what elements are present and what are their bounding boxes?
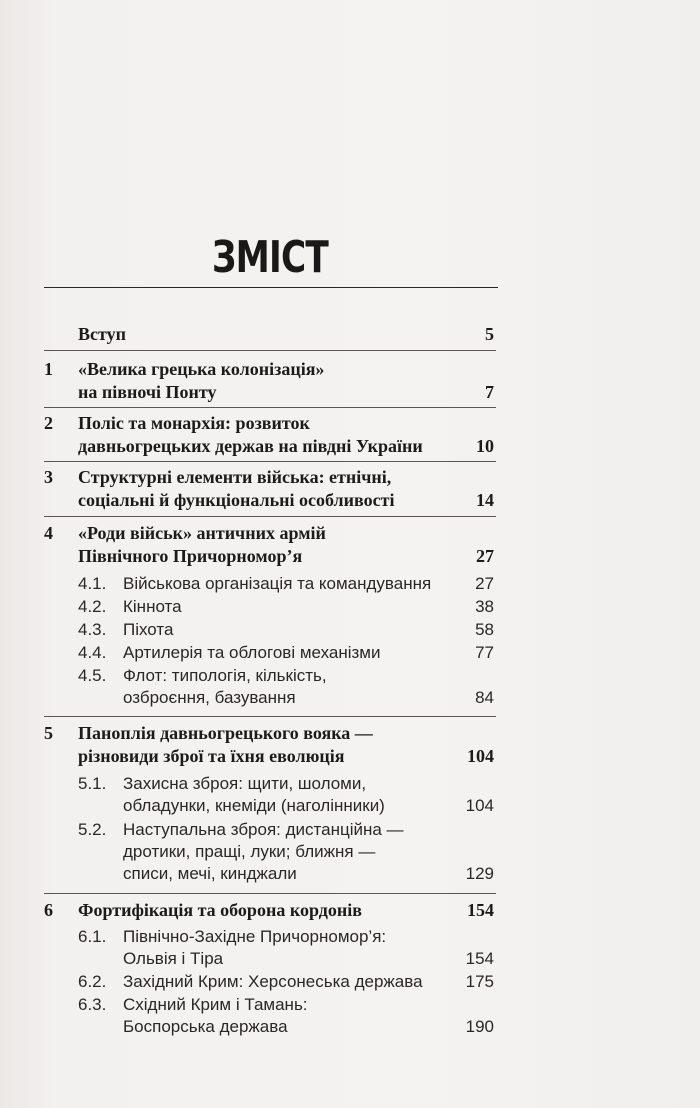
toc-section-4-1-number: 4.1. bbox=[78, 574, 107, 593]
toc-section-5-1-number: 5.1. bbox=[78, 774, 107, 793]
toc-section-6-2-page: 175 bbox=[465, 972, 494, 991]
toc-section-4-4-line1: Артилерія та облогові механізми bbox=[123, 643, 381, 662]
toc-section-5-2-title bbox=[123, 819, 473, 885]
toc-chapter-5-page: 104 bbox=[467, 746, 494, 766]
toc-section-4-2-number: 4.2. bbox=[78, 597, 107, 616]
toc-section-4-2-page: 38 bbox=[475, 597, 494, 616]
toc-section-4-4-number: 4.4. bbox=[78, 643, 107, 662]
toc-chapter-2-title bbox=[78, 412, 458, 458]
toc-section-6-1-line2: Ольвія і Тіра bbox=[123, 949, 224, 968]
toc-section-6-2-number: 6.2. bbox=[78, 972, 107, 991]
separator bbox=[44, 461, 496, 462]
toc-section-4-4-title bbox=[123, 642, 473, 664]
toc-chapter-3-number: 3 bbox=[44, 467, 53, 487]
toc-chapter-4-number: 4 bbox=[44, 523, 53, 543]
toc-chapter-4-line2: Північного Причорномор’я bbox=[78, 546, 303, 566]
separator bbox=[44, 716, 496, 717]
toc-entry-intro-title bbox=[78, 323, 458, 346]
toc-chapter-2-page: 10 bbox=[476, 436, 494, 456]
toc-section-5-2-line1: Наступальна зброя: дистанційна — bbox=[123, 820, 404, 839]
toc-chapter-6-number: 6 bbox=[44, 900, 53, 920]
toc-chapter-5-number: 5 bbox=[44, 723, 53, 743]
toc-section-6-3-number: 6.3. bbox=[78, 995, 107, 1014]
toc-section-4-5-title bbox=[123, 665, 473, 709]
toc-section-6-1-number: 6.1. bbox=[78, 927, 107, 946]
toc-section-4-1-line1: Військова організація та командування bbox=[123, 574, 432, 593]
toc-chapter-3-page: 14 bbox=[476, 490, 494, 510]
toc-chapter-3-line2: соціальні й функціональні особливості bbox=[78, 490, 395, 510]
toc-chapter-2-line1: Поліс та монархія: розвиток bbox=[78, 413, 310, 433]
toc-section-4-5-number: 4.5. bbox=[78, 666, 107, 685]
toc-section-4-3-title bbox=[123, 619, 473, 641]
toc-chapter-1-line2: на півночі Понту bbox=[78, 382, 217, 402]
toc-section-4-3-number: 4.3. bbox=[78, 620, 107, 639]
toc-section-5-1-page: 104 bbox=[465, 796, 494, 815]
toc-section-6-1-title bbox=[123, 926, 473, 970]
toc-section-6-3-title bbox=[123, 994, 473, 1038]
toc-chapter-6-line1: Фортифікація та оборона кордонів bbox=[78, 900, 362, 920]
toc-section-4-4-page: 77 bbox=[475, 643, 494, 662]
toc-chapter-4-title bbox=[78, 522, 458, 568]
toc-section-6-3-line1: Східний Крим і Тамань: bbox=[123, 995, 308, 1014]
separator bbox=[44, 893, 496, 894]
toc-section-5-1-title bbox=[123, 773, 473, 817]
toc-section-6-1-page: 154 bbox=[465, 949, 494, 968]
toc-chapter-6-page: 154 bbox=[467, 900, 494, 920]
toc-chapter-1-title bbox=[78, 358, 458, 404]
toc-section-6-3-page: 190 bbox=[465, 1017, 494, 1036]
toc-section-6-1-line1: Північно-Західне Причорномор’я: bbox=[123, 927, 387, 946]
toc-section-5-1-line1: Захисна зброя: щити, шоломи, bbox=[123, 774, 367, 793]
toc-chapter-3-title bbox=[78, 466, 458, 512]
toc-section-5-1-line2: обладунки, кнеміди (наголінники) bbox=[123, 796, 385, 815]
toc-section-4-5-page: 84 bbox=[475, 688, 494, 707]
toc-chapter-3-line1: Структурні елементи війська: етнічні, bbox=[78, 467, 392, 487]
toc-section-4-1-page: 27 bbox=[475, 574, 494, 593]
separator bbox=[44, 516, 496, 517]
toc-entry-intro-text: Вступ bbox=[78, 324, 126, 344]
toc-chapter-5-title bbox=[78, 722, 458, 768]
toc-section-5-2-page: 129 bbox=[465, 864, 494, 883]
toc-chapter-6-title bbox=[78, 899, 458, 922]
toc-section-5-2-number: 5.2. bbox=[78, 820, 107, 839]
toc-section-4-2-title bbox=[123, 596, 473, 618]
toc-section-4-5-line2: озброєння, базування bbox=[123, 688, 296, 707]
toc-chapter-1-line1: «Велика грецька колонізація» bbox=[78, 359, 325, 379]
toc-section-4-3-line1: Піхота bbox=[123, 620, 174, 639]
toc-section-6-2-title bbox=[123, 971, 473, 993]
title-rule bbox=[44, 287, 498, 288]
separator bbox=[44, 350, 496, 351]
toc-section-4-2-line1: Кіннота bbox=[123, 597, 182, 616]
toc-section-5-2-line3: списи, мечі, кинджали bbox=[123, 864, 297, 883]
toc-chapter-2-number: 2 bbox=[44, 413, 53, 433]
toc-chapter-4-line1: «Роди військ» античних армій bbox=[78, 523, 326, 543]
toc-section-4-1-title bbox=[123, 573, 473, 595]
toc-section-4-3-page: 58 bbox=[475, 620, 494, 639]
toc-section-4-5-line1: Флот: типологія, кількість, bbox=[123, 666, 327, 685]
toc-entry-intro-page: 5 bbox=[485, 324, 494, 344]
toc-section-6-2-line1: Західний Крим: Херсонеська держава bbox=[123, 972, 423, 991]
toc-chapter-1-page: 7 bbox=[485, 382, 494, 402]
page-title: ЗМІСТ bbox=[211, 232, 329, 283]
separator bbox=[44, 407, 496, 408]
toc-section-6-3-line2: Боспорська держава bbox=[123, 1017, 288, 1036]
toc-chapter-5-line2: різновиди зброї та їхня еволюція bbox=[78, 746, 345, 766]
toc-chapter-2-line2: давньогрецьких держав на півдні України bbox=[78, 436, 423, 456]
toc-chapter-1-number: 1 bbox=[44, 359, 53, 379]
toc-chapter-5-line1: Паноплія давньогрецького вояка — bbox=[78, 723, 373, 743]
toc-section-5-2-line2: дротики, пращі, луки; ближня — bbox=[123, 842, 376, 861]
toc-chapter-4-page: 27 bbox=[476, 546, 494, 566]
